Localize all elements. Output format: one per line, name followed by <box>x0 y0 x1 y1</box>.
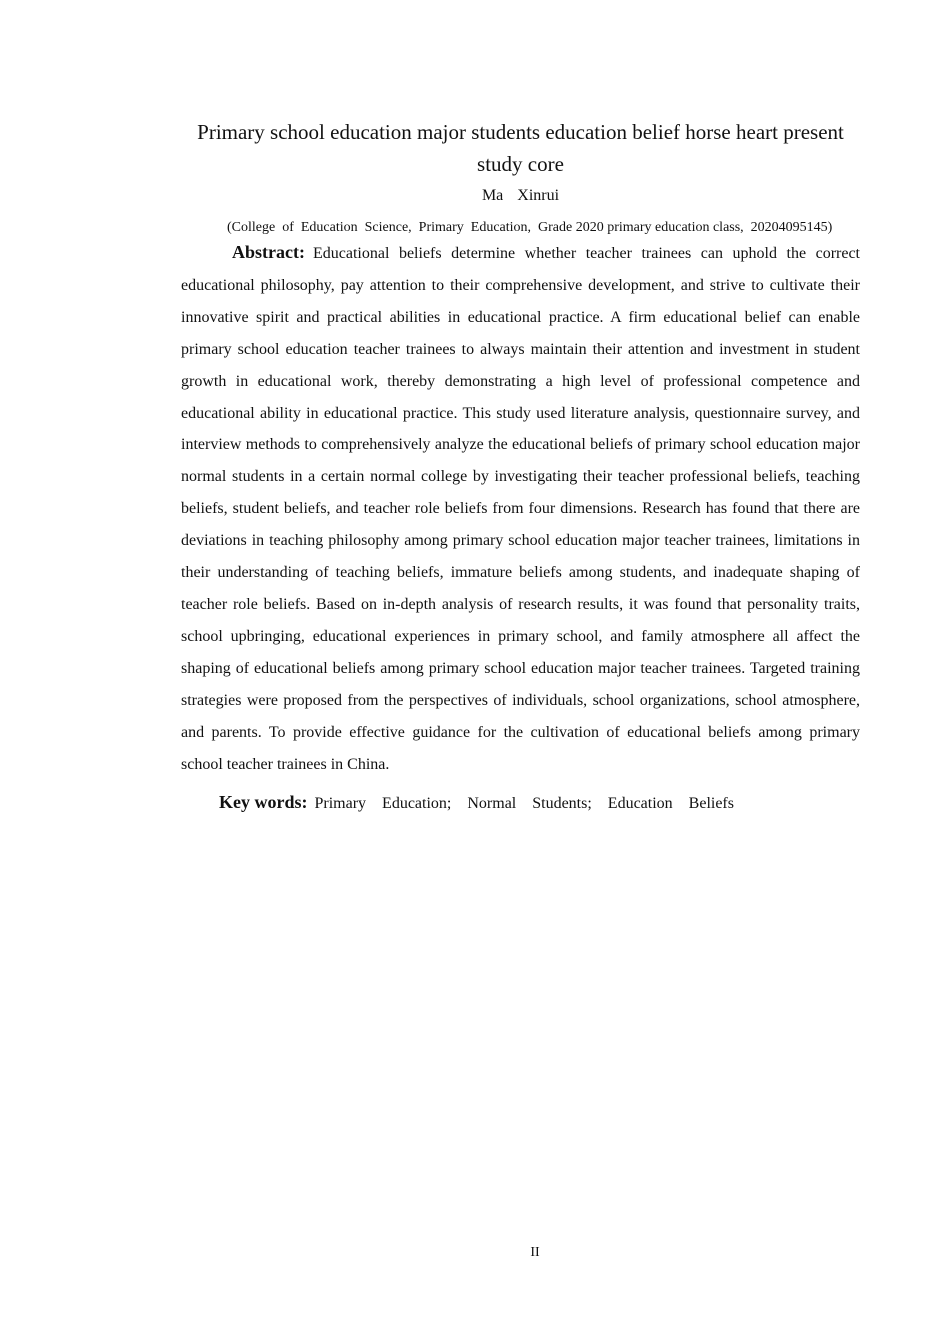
abstract-text: Educational beliefs determine whether teacher trainees can uphold the correct educational philosophy, pay attention to their comprehensive development, and strive to cultivate their innovative spirit and practical abilities in educational practice. A firm educational belief can enable primary school education teacher trainees to always maintain their attention and investment in student growth in educational work, thereby demonstrating a high level of professional competence and educational ability in educational practice. This study used literature analysis, questionnaire survey, and interview methods to comprehensively analyze the educational beliefs of primary school education major normal students in a certain normal college by investigating their teacher professional beliefs, teaching beliefs, student beliefs, and teacher role beliefs from four dimensions. Research has found that there are deviations in teaching philosophy among primary school education major teacher trainees, limitations in their understanding of teaching beliefs, immature beliefs among students, and inadequate shaping of teacher role beliefs. Based on in-depth analysis of research results, it was found that personality traits, school upbringing, educational experiences in primary school, and family atmosphere all affect the shaping of educational beliefs among primary school education major teacher trainees. Targeted training strategies were proposed from the perspectives of individuals, school organizations, school atmosphere, and parents. To provide effective guidance for the cultivation of educational beliefs among primary school teacher trainees in China. <box>181 245 860 773</box>
abstract-paragraph <box>181 237 860 780</box>
page-number: II <box>530 1245 540 1260</box>
keywords-label: Key words: <box>219 792 308 812</box>
abstract-label: Abstract: <box>232 242 305 262</box>
paper-title: Primary school education major students education belief horse heart present study core <box>197 120 844 176</box>
keywords-line <box>181 787 860 819</box>
author-affiliation: (College of Education Science, Primary Education, Grade 2020 primary education class, 20204095145) <box>227 220 833 235</box>
author-name: Ma Xinrui <box>481 187 560 204</box>
keywords-text: Primary Education; Normal Students; Education Beliefs <box>314 795 734 812</box>
